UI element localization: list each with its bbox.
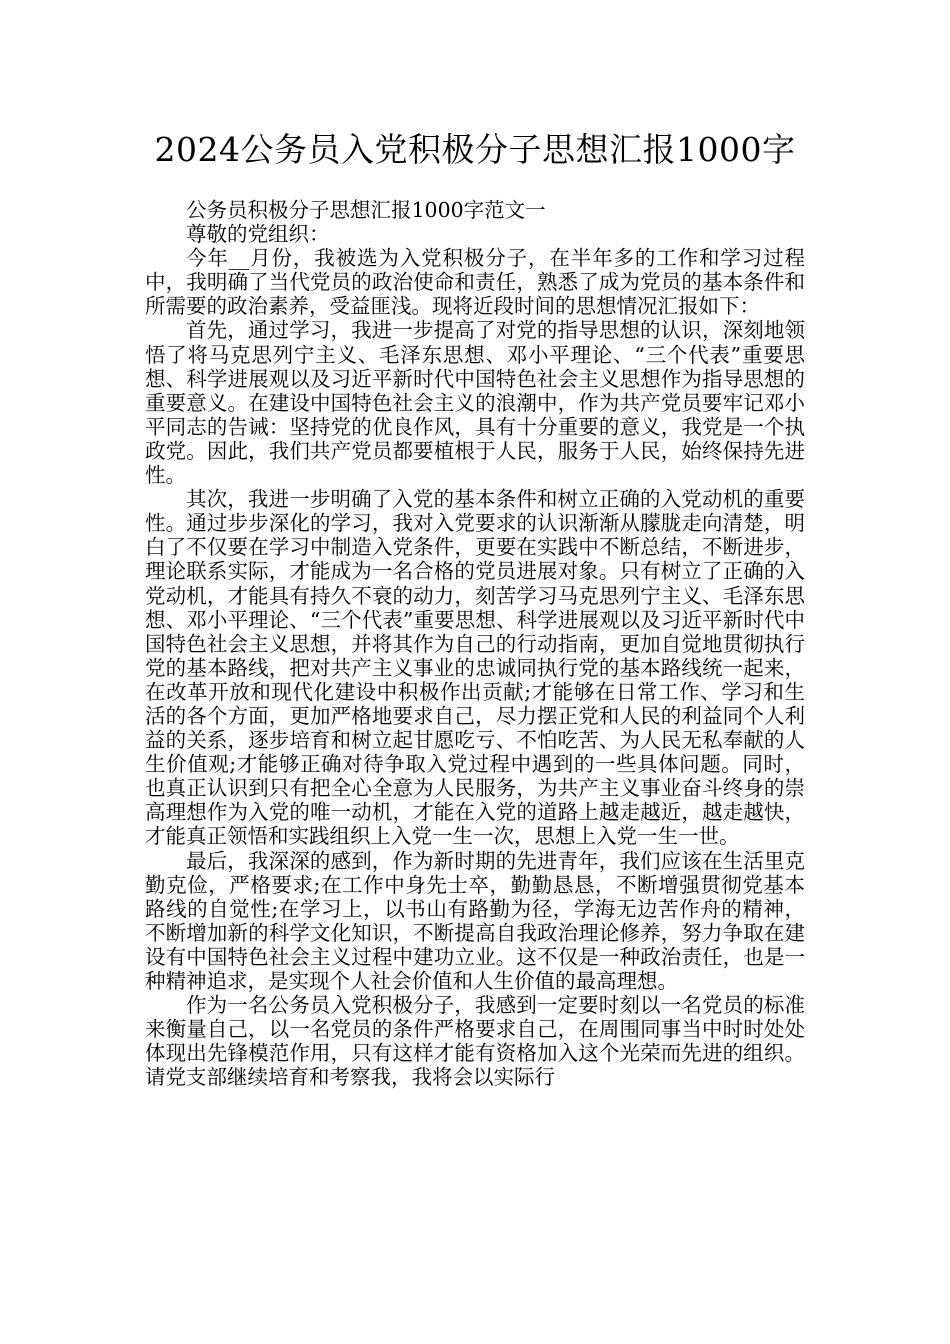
salutation-paragraph: 尊敬的党组织： bbox=[186, 222, 330, 247]
body-paragraph: 作为一名公务员入党积极分子，我感到一定要时刻以一名党员的标准来衡量自己，以一名党员的条件严格要求自己，在周围同事当中时时处处体现出先锋模范作用，只有这样才能有资格加入这个光荣而先进的组织。请党支部继续培育和考察我，我将会以实际行 bbox=[145, 993, 805, 1090]
document-body bbox=[145, 198, 805, 1089]
body-paragraph: 最后，我深深的感到，作为新时期的先进青年，我们应该在生活里克勤克俭，严格要求;在工作中身先士卒，勤勤恳恳，不断增强贯彻党基本路线的自觉性;在学习上，以书山有路勤为径，学海无边苦作舟的精神，不断增加新的科学文化知识，不断提高自我政治理论修养，努力争取在建设有中国特色社会主义过程中建功立业。这不仅是一种政治责任，也是一种精神追求，是实现个人社会价值和人生价值的最高理想。 bbox=[145, 848, 805, 993]
body-paragraph: 今年__月份，我被选为入党积极分子，在半年多的工作和学习过程中，我明确了当代党员的政治使命和责任，熟悉了成为党员的基本条件和所需要的政治素养，受益匪浅。现将近段时间的思想情况汇报如下： bbox=[145, 246, 805, 319]
body-paragraph: 其次，我进一步明确了入党的基本条件和树立正确的入党动机的重要性。通过步步深化的学习，我对入党要求的认识渐渐从朦胧走向清楚，明白了不仅要在学习中制造入党条件，更要在实践中不断总结，不断进步，理论联系实际，才能成为一名合格的党员进展对象。只有树立了正确的入党动机，才能具有持久不衰的动力，刻苦学习马克思列宁主义、毛泽东思想、邓小平理论、“三个代表”重要思想、科学进展观以及习近平新时代中国特色社会主义思想，并将其作为自己的行动指南，更加自觉地贯彻执行党的基本路线，把对共产主义事业的忠诚同执行党的基本路线统一起来，在改革开放和现代化建设中积极作出贡献;才能够在日常工作、学习和生活的各个方面，更加严格地要求自己，尽力摆正党和人民的利益同个人利益的关系，逐步培育和树立起甘愿吃亏、不怕吃苦、为人民无私奉献的人生价值观;才能够正确对待争取入党过程中遇到的一些具体问题。同时，也真正认识到只有把全心全意为人民服务，为共产主义事业奋斗终身的崇高理想作为入党的唯一动机，才能在入党的道路上越走越近，越走越快，才能真正领悟和实践组织上入党一生一次，思想上入党一生一世。 bbox=[145, 487, 805, 849]
body-paragraph: 首先，通过学习，我进一步提高了对党的指导思想的认识，深刻地领悟了将马克思列宁主义、毛泽东思想、邓小平理论、“三个代表”重要思想、科学进展观以及习近平新时代中国特色社会主义思想作为指导思想的重要意义。在建设中国特色社会主义的浪潮中，作为共产党员要牢记邓小平同志的告诫：坚持党的优良作风，具有十分重要的意义，我党是一个执政党。因此，我们共产党员都要植根于人民，服务于人民，始终保持先进性。 bbox=[145, 318, 805, 488]
subtitle-paragraph: 公务员积极分子思想汇报1000字范文一 bbox=[186, 198, 546, 222]
document-title: 2024公务员入党积极分子思想汇报1000字 bbox=[154, 130, 796, 169]
